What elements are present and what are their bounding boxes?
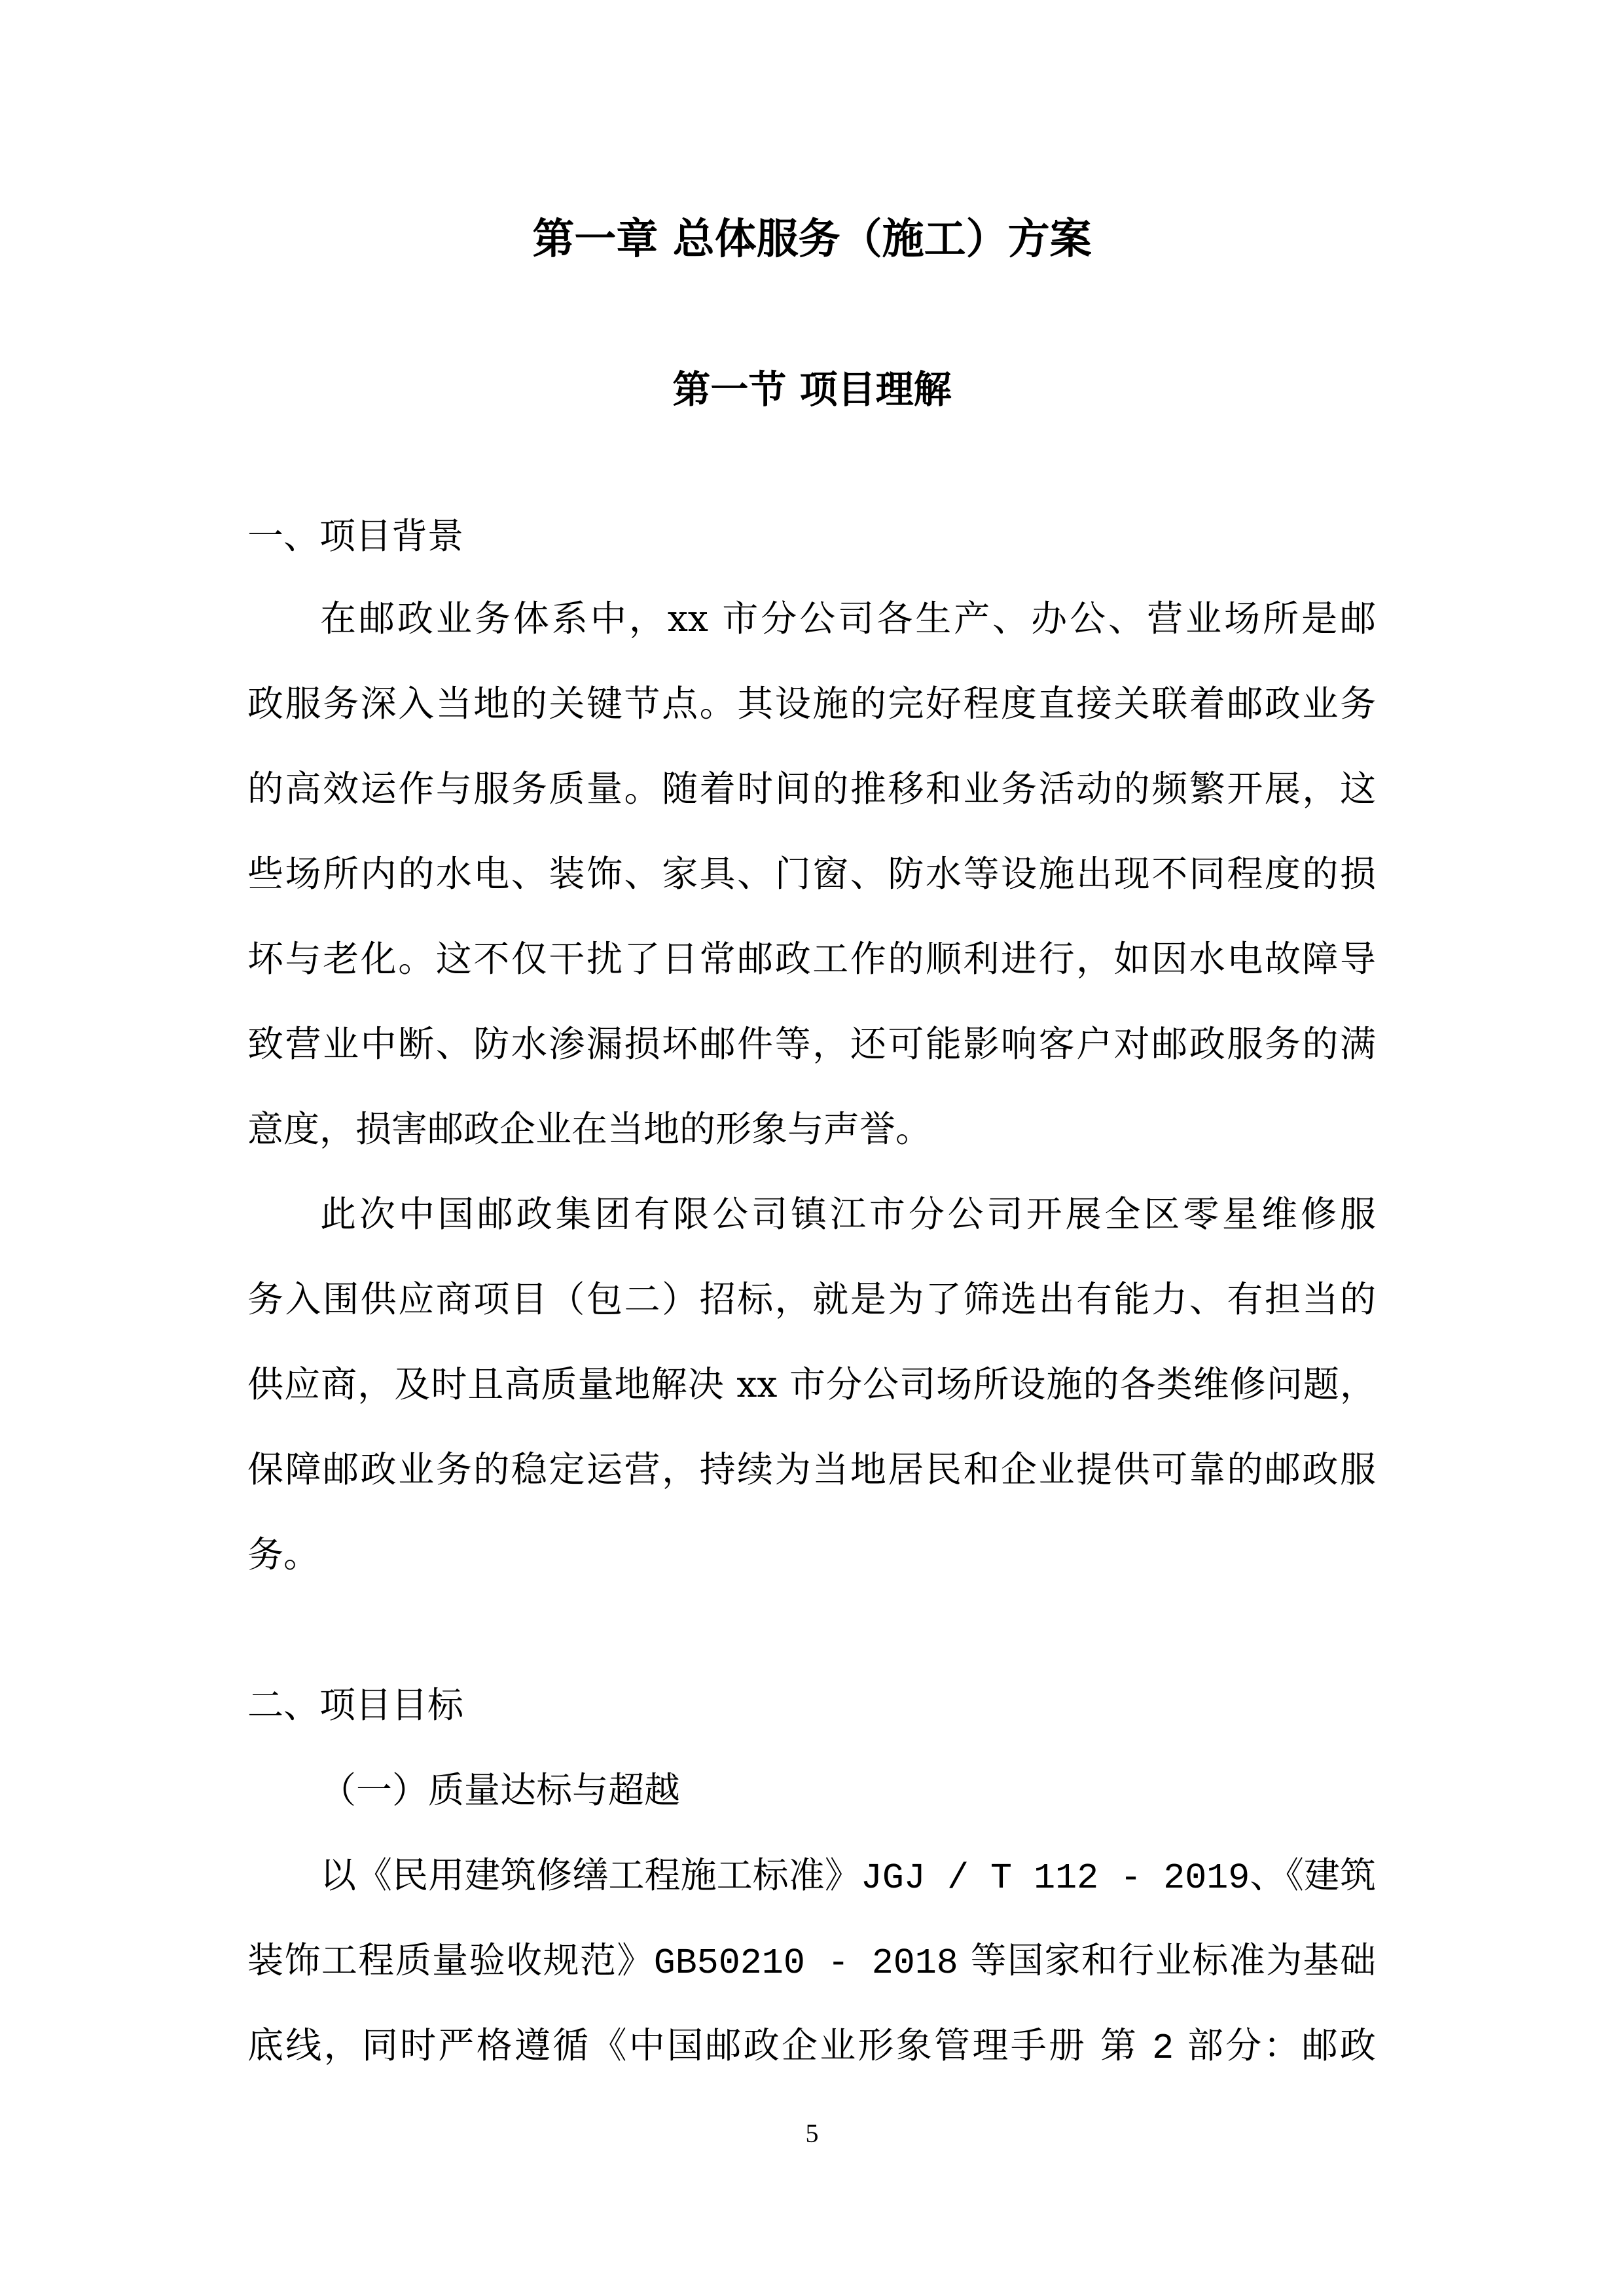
paragraph-line: 意度，损害邮政企业在当地的形象与声誉。 [247,1108,932,1150]
text-run: 部分：邮政 [1174,2024,1376,2066]
chapter-title: 第一章 总体服务（施工）方案 [532,215,1092,264]
text-run: 底线，同时严格遵循《中国邮政企业形象管理手册 第 [247,2024,1153,2066]
paragraph-line: 务。 [247,1534,320,1575]
paragraph-line: 保障邮政业务的稳定运营，持续为当地居民和企业提供可靠的邮政服 [247,1448,1376,1490]
paragraph-line: 致营业中断、防水渗漏损坏邮件等，还可能影响客户对邮政服务的满 [247,1023,1376,1065]
section-title: 第一节 项目理解 [672,367,952,412]
paragraph-line [320,1849,1376,1901]
paragraph-line: 在邮政业务体系中，xx 市分公司各生产、办公、营业场所是邮 [320,598,1376,639]
heading-project-background: 一、项目背景 [247,515,464,557]
standard-code: JGJ / T 112 - 2019 [860,1857,1250,1899]
standard-code: GB50210 - 2018 [653,1943,958,1984]
part-number: 2 [1152,2028,1174,2069]
paragraph-line [247,2019,1376,2072]
paragraph-line [247,1934,1376,1986]
subheading-quality: （一）质量达标与超越 [320,1769,681,1811]
paragraph-line: 些场所内的水电、装饰、家具、门窗、防水等设施出现不同程度的损 [247,853,1376,895]
heading-project-goals: 二、项目目标 [247,1684,464,1726]
paragraph-line: 务入围供应商项目（包二）招标，就是为了筛选出有能力、有担当的 [247,1278,1376,1320]
paragraph-line: 供应商，及时且高质量地解决 xx 市分公司场所设施的各类维修问题， [247,1363,1376,1405]
text-run: 以《民用建筑修缮工程施工标准》 [320,1854,861,1896]
text-run: 、《建筑 [1250,1854,1376,1896]
page-number: 5 [805,2119,819,2148]
paragraph-line: 坏与老化。这不仅干扰了日常邮政工作的顺利进行，如因水电故障导 [247,938,1376,980]
paragraph-line: 政服务深入当地的关键节点。其设施的完好程度直接关联着邮政业务 [247,683,1376,725]
paragraph-line: 此次中国邮政集团有限公司镇江市分公司开展全区零星维修服 [320,1193,1376,1235]
text-run: 等国家和行业标准为基础 [958,1939,1376,1981]
text-run: 装饰工程质量验收规范》 [247,1939,654,1981]
paragraph-line: 的高效运作与服务质量。随着时间的推移和业务活动的频繁开展，这 [247,768,1376,810]
